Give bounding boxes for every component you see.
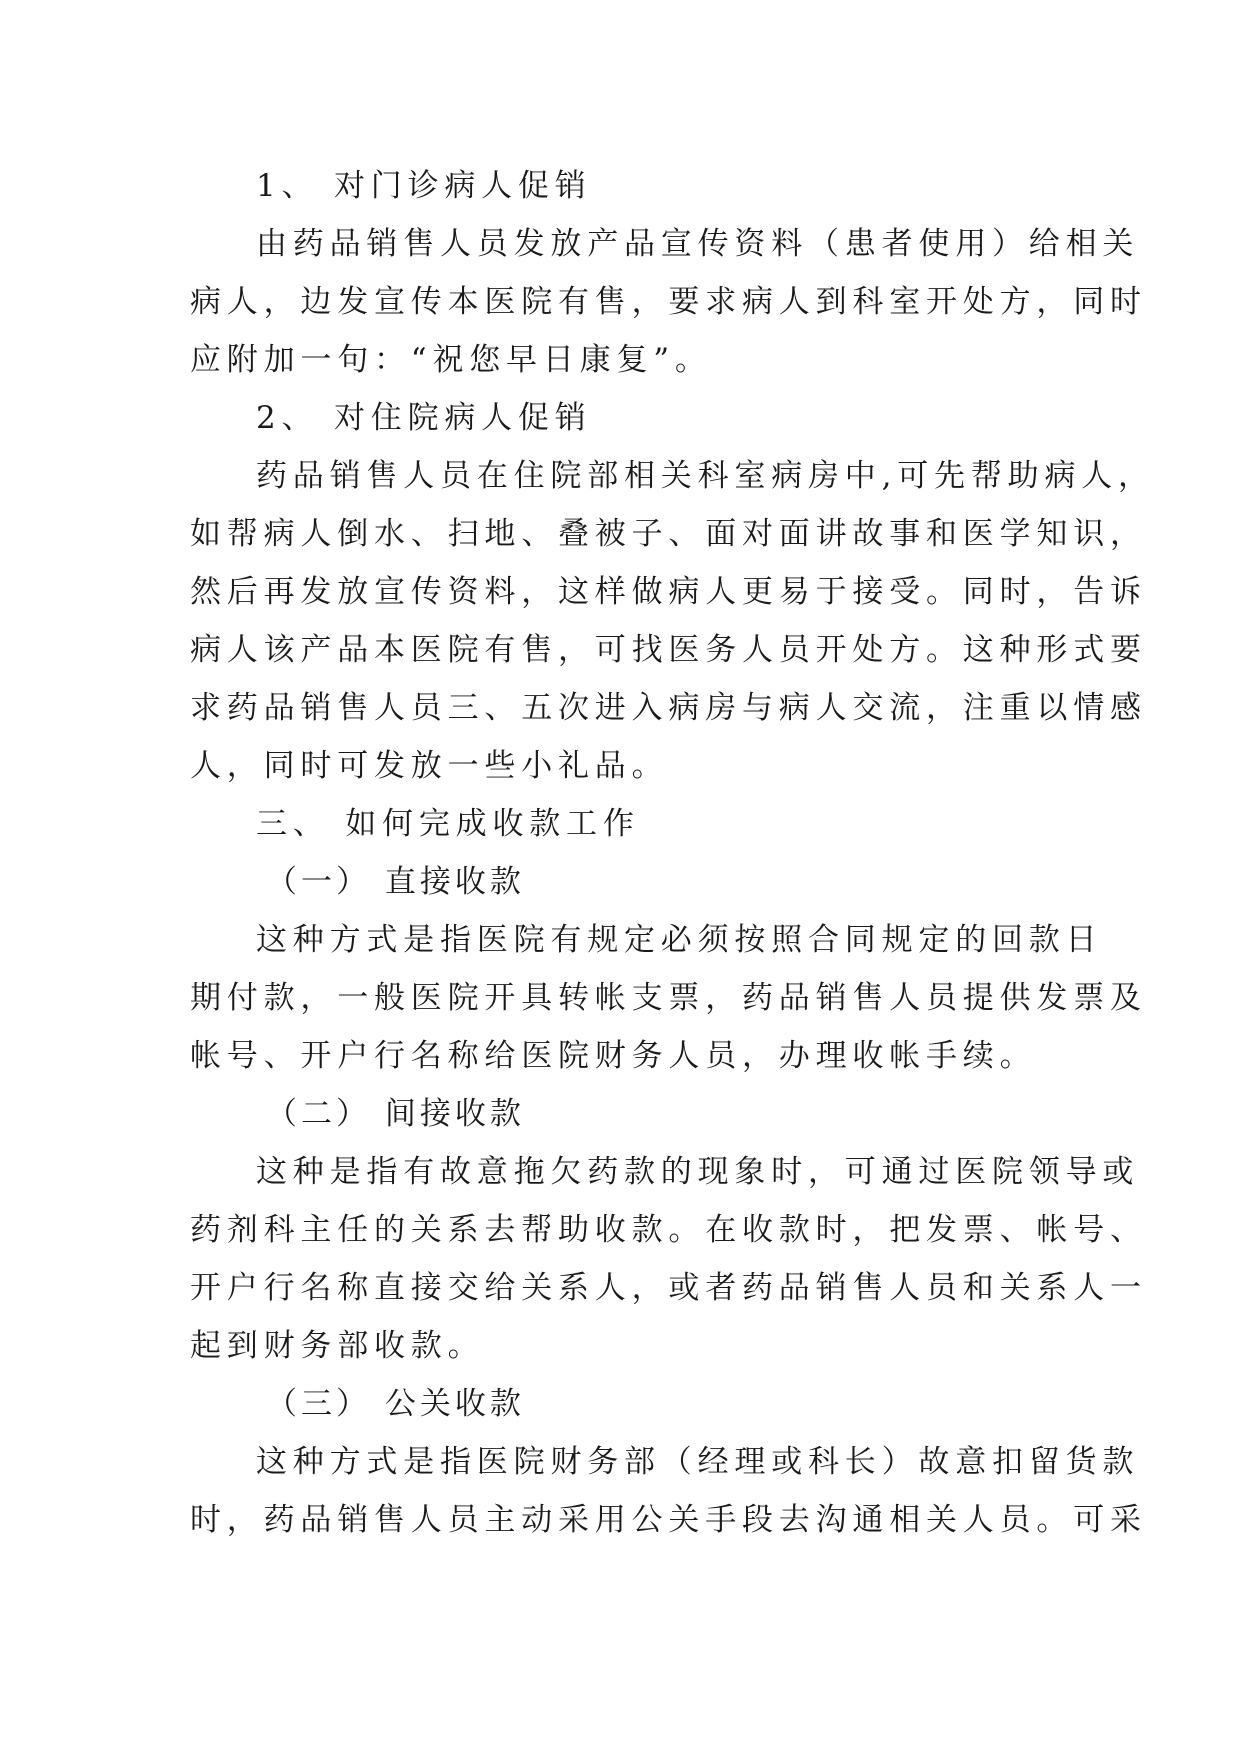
paragraph-line: 应附加一句：“祝您早日康复”。 [190,342,712,378]
paragraph-line: 药品销售人员在住院部相关科室病房中,可先帮助病人， [256,458,1155,494]
paragraph-line: 药剂科主任的关系去帮助收款。在收款时，把发票、帐号、 [190,1212,1147,1248]
section-heading-collection: 三、 如何完成收款工作 [256,806,640,842]
paragraph-line: 由药品销售人员发放产品宣传资料（患者使用）给相关 [256,226,1140,262]
paragraph-line: 时，药品销售人员主动采用公关手段去沟通相关人员。可采 [190,1502,1147,1538]
heading-inpatient-promotion: 2、 对住院病人促销 [256,400,592,436]
paragraph-line: 病人，边发宣传本医院有售，要求病人到科室开处方，同时 [190,284,1147,320]
paragraph-line: 帐号、开户行名称给医院财务人员，办理收帐手续。 [190,1038,1037,1074]
paragraph-line: 如帮病人倒水、扫地、叠被子、面对面讲故事和医学知识， [190,516,1147,552]
paragraph-line: 这种方式是指医院有规定必须按照合同规定的回款日 [256,922,1103,958]
paragraph-line: 人，同时可发放一些小礼品。 [190,748,669,784]
paragraph-line: 病人该产品本医院有售，可找医务人员开处方。这种形式要 [190,632,1147,668]
paragraph-line: 求药品销售人员三、五次进入病房与病人交流，注重以情感 [190,690,1147,726]
heading-outpatient-promotion: 1、 对门诊病人促销 [256,168,592,204]
subheading-pr-collection: （三） 公关收款 [266,1386,525,1422]
paragraph-line: 开户行名称直接交给关系人，或者药品销售人员和关系人一 [190,1270,1147,1306]
paragraph-line: 这种方式是指医院财务部（经理或科长）故意扣留货款 [256,1444,1140,1480]
paragraph-line: 期付款，一般医院开具转帐支票，药品销售人员提供发票及 [190,980,1147,1016]
paragraph-line: 这种是指有故意拖欠药款的现象时，可通过医院领导或 [256,1154,1140,1190]
paragraph-line: 然后再发放宣传资料，这样做病人更易于接受。同时，告诉 [190,574,1147,610]
paragraph-line: 起到财务部收款。 [190,1328,485,1364]
subheading-direct-collection: （一） 直接收款 [266,864,525,900]
subheading-indirect-collection: （二） 间接收款 [266,1096,525,1132]
